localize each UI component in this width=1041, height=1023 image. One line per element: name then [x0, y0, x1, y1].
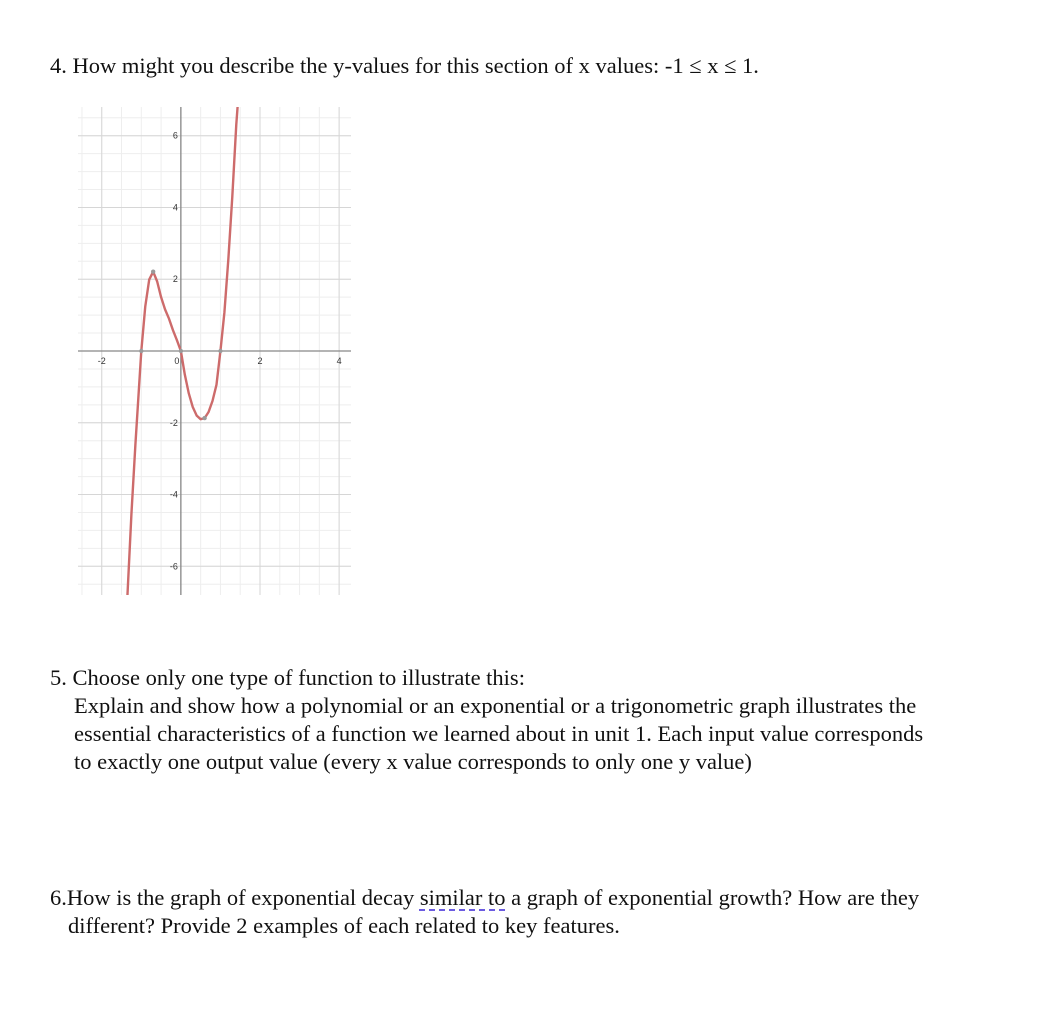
- question-5-line-4: to exactly one output value (every x value corresponds to only one y value): [74, 749, 752, 774]
- marked-point: [202, 416, 206, 420]
- marked-point: [151, 270, 155, 274]
- y-tick-label: -2: [169, 417, 178, 428]
- axes: [78, 107, 351, 595]
- marked-point: [179, 349, 183, 353]
- question-6-text-after: a graph of exponential growth? How are they: [505, 885, 920, 910]
- grammar-suggestion-mark[interactable]: similar to: [419, 885, 506, 910]
- question-6-line-1: [50, 884, 919, 912]
- x-tick-label: 4: [336, 356, 342, 366]
- question-6-line-2: different? Provide 2 examples of each related to key features.: [68, 913, 620, 938]
- x-tick-label: 2: [257, 356, 263, 366]
- marked-point: [139, 349, 143, 353]
- y-tick-label: 2: [172, 274, 178, 285]
- y-tick-label: 4: [172, 202, 178, 213]
- x-tick-label: 0: [174, 356, 180, 366]
- question-5-line-3: essential characteristics of a function we learned about in unit 1. Each input value corresponds: [74, 721, 924, 746]
- x-tick-label: -2: [97, 356, 106, 366]
- y-tick-label: -4: [169, 489, 178, 500]
- y-tick-label: 6: [172, 130, 178, 141]
- marked-point: [218, 349, 222, 353]
- question-5-heading: 5. Choose only one type of function to illustrate this:: [50, 665, 525, 690]
- y-tick-label: -6: [169, 561, 178, 572]
- question-6: [50, 884, 919, 940]
- question-5-line-2: Explain and show how a polynomial or an exponential or a trigonometric graph illustrates the: [74, 693, 917, 718]
- question-6-text-before: 6.How is the graph of exponential decay: [50, 885, 420, 910]
- question-4-text: 4. How might you describe the y-values for this section of x values: -1 ≤ x ≤ 1.: [50, 53, 759, 78]
- question-5: [50, 664, 923, 776]
